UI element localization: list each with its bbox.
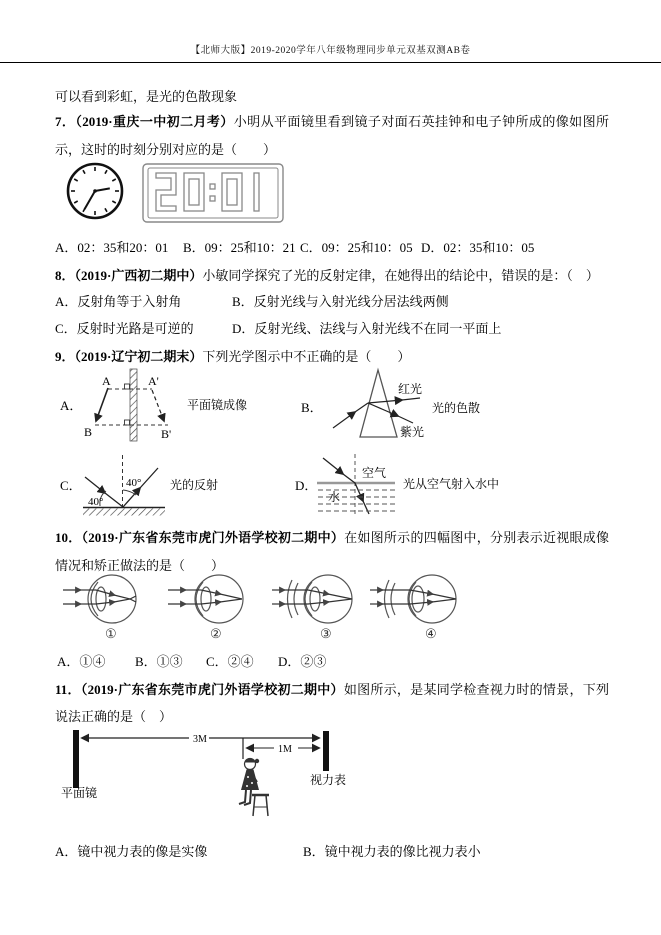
water-label: 水: [328, 490, 341, 504]
question-7: [55, 108, 609, 164]
seated-person-figure: [239, 758, 269, 816]
plane-mirror-label: 平面镜: [61, 786, 98, 800]
distance-3m-label: 3M: [193, 734, 207, 745]
question-11: [55, 676, 609, 730]
q7-option-a: A．02：35和20：01: [55, 240, 169, 255]
eye-figure-4: [370, 575, 456, 623]
question-10-text: 在如图所示的四幅图中，分别表示近视眼成像情况和矫正做法的是（ ）: [55, 530, 609, 573]
air-label: 空气: [362, 466, 387, 480]
q11-vision-test-figure: [55, 727, 395, 827]
distance-1m-label: 1M: [278, 744, 292, 755]
q7-option-b: B．09：25和10：21: [183, 240, 296, 255]
clocks-figure: [58, 160, 298, 232]
plane-mirror-figure: [60, 369, 247, 441]
plane-mirror-bar: [73, 730, 79, 788]
q10-eye-figures: [40, 574, 520, 646]
point-label-b: B: [84, 425, 93, 439]
q11-option-a: A．镜中视力表的像是实像: [55, 844, 208, 859]
question-8-source: 8．（2019·广西初二期中）: [55, 268, 203, 283]
refraction-figure: [295, 454, 499, 514]
clock-hands: [85, 188, 110, 209]
stool: [252, 795, 269, 816]
page-header-title: 【北师大版】2019-2020学年八年级物理同步单元双基双测AB卷: [190, 46, 471, 56]
q9-figures-cd: [40, 444, 520, 528]
point-label-a: A: [102, 374, 111, 388]
eye-figure-3: [272, 575, 352, 623]
question-7-source: 7．（2019·重庆一中初二月考）: [55, 114, 234, 129]
eye-figure-2: [168, 575, 243, 623]
q8-option-b: B．反射光线与入射光线分居法线两侧: [232, 294, 449, 309]
mirror-strip: [130, 369, 137, 441]
q11-option-b: B．镜中视力表的像比视力表小: [303, 844, 481, 859]
reflection-figure: [60, 455, 218, 516]
question-8-text: 小敏同学探究了光的反射定律，在她得出的结论中，错误的是：（ ）: [202, 268, 599, 283]
figure-number-4: ④: [425, 626, 437, 641]
q10-option-c: C．②④: [206, 654, 254, 669]
q7-option-d: D．02：35和10：05: [421, 240, 535, 255]
reflected-angle-label: 40°: [126, 477, 142, 489]
question-7-text: 小明从平面镜里看到镜子对面石英挂钟和电子钟所成的像如图所示，这时的时刻分别对应的是（ ）: [55, 114, 609, 157]
question-11-text: 如图所示，是某同学检查视力时的情景，下列说法正确的是（ ）: [55, 682, 609, 724]
analog-clock-figure: [68, 164, 122, 218]
diagram-d-letter: D．: [295, 478, 318, 493]
question-9-text: 下列光学图示中不正确的是（ ）: [202, 349, 411, 364]
question-11-source: 11．（2019·广东省东莞市虎门外语学校初二期中）: [55, 682, 344, 697]
diagram-d-caption: 光从空气射入水中: [403, 477, 500, 491]
q7-option-c: C．09：25和10：05: [300, 240, 413, 255]
diagram-b-letter: B．: [301, 400, 323, 415]
figure-number-3: ③: [320, 626, 332, 641]
point-label-a2: A': [148, 374, 159, 388]
point-label-b2: B': [161, 427, 172, 441]
q8-option-c: C．反射时光路是可逆的: [55, 321, 194, 336]
q8-option-d: D．反射光线、法线与入射光线不在同一平面上: [232, 321, 502, 336]
question-10: [55, 524, 609, 580]
digital-clock-figure: [143, 164, 283, 222]
figure-number-1: ①: [105, 626, 117, 641]
diagram-a-caption: 平面镜成像: [187, 398, 248, 412]
eye-figure-1: [63, 575, 136, 623]
diagram-a-letter: A．: [60, 398, 83, 413]
eye-chart-label: 视力表: [310, 773, 347, 787]
question-10-source: 10．（2019·广东省东莞市虎门外语学校初二期中）: [55, 530, 345, 545]
violet-light-label: 紫光: [400, 425, 425, 439]
digital-clock-time: [156, 173, 259, 211]
figure-number-2: ②: [210, 626, 222, 641]
intro-text: 可以看到彩虹，是光的色散现象: [55, 89, 238, 104]
red-light-label: 红光: [398, 382, 423, 396]
surface-hatch: [83, 509, 165, 516]
question-9-source: 9．（2019·辽宁初二期末）: [55, 349, 203, 364]
q10-option-a: A．①④: [57, 654, 106, 669]
q10-option-b: B．①③: [135, 654, 183, 669]
incident-angle-label: 40°: [88, 496, 104, 508]
q10-option-d: D．②③: [278, 654, 327, 669]
q8-option-a: A．反射角等于入射角: [55, 294, 182, 309]
q9-figures-ab: [40, 362, 520, 454]
prism-figure: [301, 370, 480, 439]
diagram-c-caption: 光的反射: [170, 478, 219, 492]
diagram-b-caption: 光的色散: [432, 401, 481, 415]
diagram-c-letter: C．: [60, 478, 82, 493]
header-rule: [0, 62, 661, 63]
question-8: [55, 262, 609, 290]
eye-chart-bar: [323, 731, 329, 771]
